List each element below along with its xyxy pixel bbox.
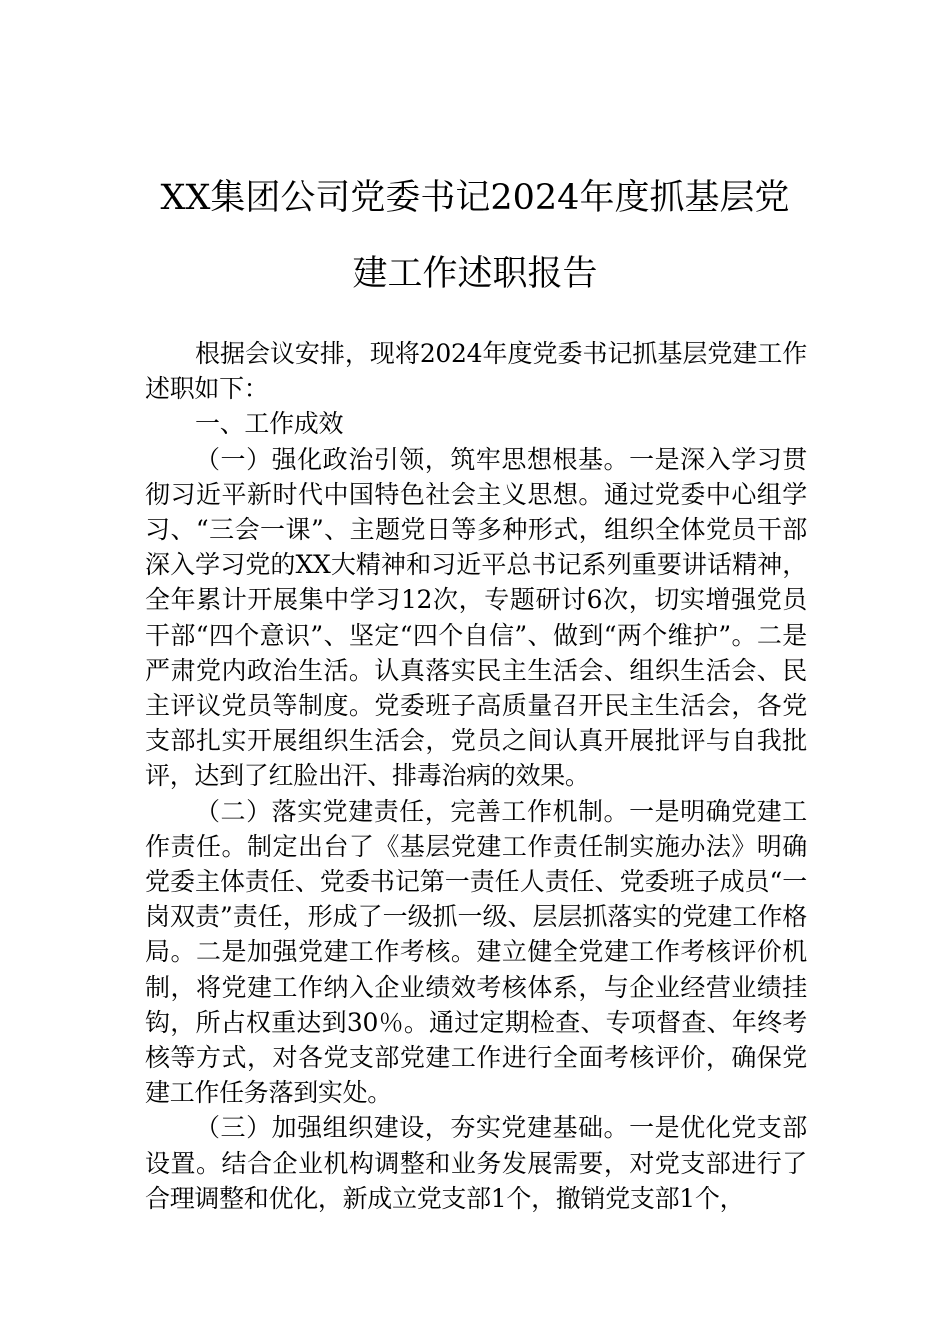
title-line-1: XX集团公司党委书记2024年度抓基层党 [160,178,790,218]
intro-paragraph: 根据会议安排，现将2024年度党委书记抓基层党建工作述职如下： [145,339,807,404]
document-body [145,336,807,1216]
title-line-2: 建工作述职报告 [352,254,598,294]
paragraph-political-guidance: （一）强化政治引领，筑牢思想根基。一是深入学习贯彻习近平新时代中国特色社会主义思想。通过党委中心组学习、“三会一课”、主题党日等多种形式，组织全体党员干部深入学习党的XX大精神和习近平总书记系列重要讲话精神，全年累计开展集中学习12次，专题研讨6次，切实增强党员干部“四个意识”、坚定“四个自信”、做到“两个维护”。二是严肃党内政治生活。认真落实民主生活会、组织生活会、民主评议党员等制度。党委班子高质量召开民主生活会，各党支部扎实开展组织生活会，党员之间认真开展批评与自我批评，达到了红脸出汗、排毒治病的效果。 [145,444,807,791]
paragraph-organization-building: （三）加强组织建设，夯实党建基础。一是优化党支部设置。结合企业机构调整和业务发展需要，对党支部进行了合理调整和优化，新成立党支部1个，撤销党支部1个， [145,1113,807,1213]
section-heading-achievements: 一、工作成效 [195,409,344,439]
paragraph-party-responsibility: （二）落实党建责任，完善工作机制。一是明确党建工作责任。制定出台了《基层党建工作责任制实施办法》明确党委主体责任、党委书记第一责任人责任、党委班子成员“一岗双责”责任，形成了一级抓一级、层层抓落实的党建工作格局。二是加强党建工作考核。建立健全党建工作考核评价机制，将党建工作纳入企业绩效考核体系，与企业经营业绩挂钩，所占权重达到30％。通过定期检查、专项督查、年终考核等方式，对各党支部党建工作进行全面考核评价，确保党建工作任务落到实处。 [145,796,807,1108]
document-title [110,160,840,312]
